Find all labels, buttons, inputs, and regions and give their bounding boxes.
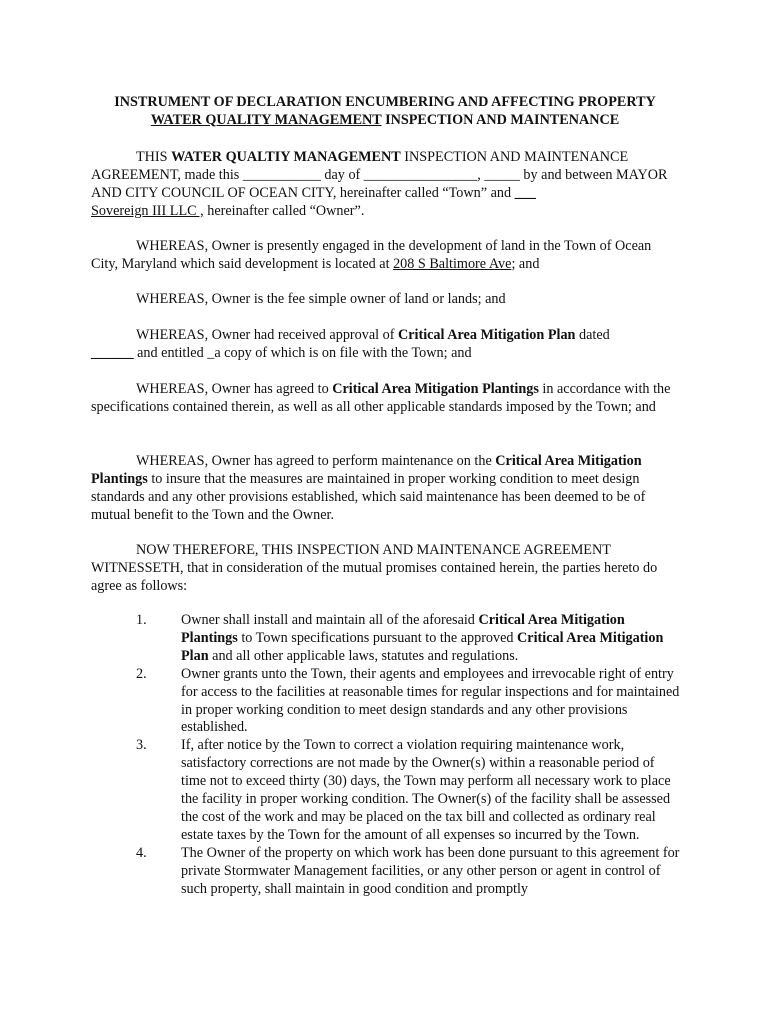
whereas3-text: WHEREAS, Owner had received approval of <box>136 327 398 343</box>
list-item-text: Owner grants unto the Town, their agents and employees and irrevocable right of entry for access to the facilities at reasonable times for regular inspections and for maintained in proper working condition to meet design standards and any other provisions established. <box>181 665 680 736</box>
title-line-1: INSTRUMENT OF DECLARATION ENCUMBERING AND AFFECTING PROPERTY <box>114 94 656 110</box>
item1-plan: Critical Area Mitigation Plan <box>181 629 664 664</box>
whereas-paragraph-5 <box>91 452 681 524</box>
title-line-2 <box>60 112 710 130</box>
list-item <box>91 612 681 666</box>
item1-text-e: and all other applicable laws, statutes and regulations. <box>208 647 519 664</box>
item1-plantings: Critical Area Mitigation Plantings <box>181 612 625 646</box>
list-item <box>91 737 681 844</box>
whereas-paragraph-4 <box>91 380 681 416</box>
now-therefore-text: NOW THEREFORE, THIS INSPECTION AND MAINTENANCE AGREEMENT WITNESSETH, that in consideration of the mutual promises contained herein, the parties hereto do agree as follows: <box>91 542 658 594</box>
whereas-paragraph-3 <box>91 326 681 362</box>
now-therefore-paragraph <box>91 541 681 595</box>
whereas4-end: in accordance with the specifications contained therein, as well as all other applicable standards imposed by the Town; and <box>91 381 671 415</box>
list-item-number: 3. <box>136 737 147 754</box>
whereas5-text: WHEREAS, Owner has agreed to perform maintenance on the <box>136 453 496 469</box>
item1-text-c: to Town specifications pursuant to the approved <box>237 629 518 646</box>
whereas-paragraph-1 <box>91 237 681 273</box>
whereas3-date-blank: ______ <box>91 345 134 361</box>
whereas3-end: and entitled _a copy of which is on file with the Town; and <box>133 345 472 361</box>
whereas5-plantings: Critical Area Mitigation Plantings <box>91 453 642 487</box>
intro-paragraph <box>91 148 681 220</box>
document-title <box>60 94 710 129</box>
whereas4-text: WHEREAS, Owner has agreed to <box>136 381 333 397</box>
title-line-2-rest: INSPECTION AND MAINTENANCE <box>381 111 620 128</box>
intro-text-f: hereinafter called “Owner”. <box>203 203 365 219</box>
whereas2-text: WHEREAS, Owner is the fee simple owner of land or lands; and <box>136 291 506 307</box>
list-item-text: The Owner of the property on which work has been done pursuant to this agreement for private Stormwater Management facilities, or any other person or agent in control of such property, shall maintain in good condition and promptly <box>181 844 680 897</box>
list-item <box>91 845 681 899</box>
whereas3-plan-name: Critical Area Mitigation Plan <box>397 327 576 343</box>
intro-blank: ___ <box>514 185 536 201</box>
list-item-number: 1. <box>136 612 147 628</box>
title-underlined-phrase: WATER QUALITY MANAGEMENT <box>150 111 382 128</box>
item1-text-a: Owner shall install and maintain all of the aforesaid <box>181 612 479 628</box>
whereas5-end: to insure that the measures are maintained in proper working condition to meet design standards and any other provisions established, which said maintenance has been deemed to be of mutual benefit to the Town and the Owner. <box>91 471 646 523</box>
list-item-number: 2. <box>136 665 147 682</box>
whereas4-plantings: Critical Area Mitigation Plantings <box>332 381 539 397</box>
agreement-terms-list <box>91 612 681 899</box>
whereas3-dated: dated <box>575 327 610 343</box>
list-item <box>91 666 681 738</box>
whereas-paragraph-2 <box>91 290 681 308</box>
list-item-number: 4. <box>136 844 147 861</box>
list-item-text: If, after notice by the Town to correct a violation requiring maintenance work, satisfactory corrections are not made by the Owner(s) within a reasonable period of time not to exceed thirty (30) days, the Town may perform all necessary work to place the facility in proper working condition. The Owner(s) of the facility shall be assessed the cost of the work and may be placed on the tax bill and collected as ordinary real estate taxes by the Town for the amount of all expenses so incurred by the Town. <box>181 737 671 843</box>
intro-text-a: THIS <box>136 149 172 165</box>
property-address: 208 S Baltimore Ave <box>393 256 512 272</box>
owner-name: Sovereign III LLC , <box>91 203 204 219</box>
intro-text-c: INSPECTION AND MAINTENANCE AGREEMENT, made this ___________ day of ________________, _____ by and between MAYOR AND CITY COUNCIL OF OCEAN CITY, hereinafter called “Town” and <box>91 149 668 201</box>
intro-agreement-name: WATER QUALTIY MANAGEMENT <box>171 149 401 165</box>
whereas1-end: ; and <box>511 256 540 272</box>
whereas1-text: WHEREAS, Owner is presently engaged in the development of land in the Town of Ocean City, Maryland which said development is located at <box>91 238 652 272</box>
